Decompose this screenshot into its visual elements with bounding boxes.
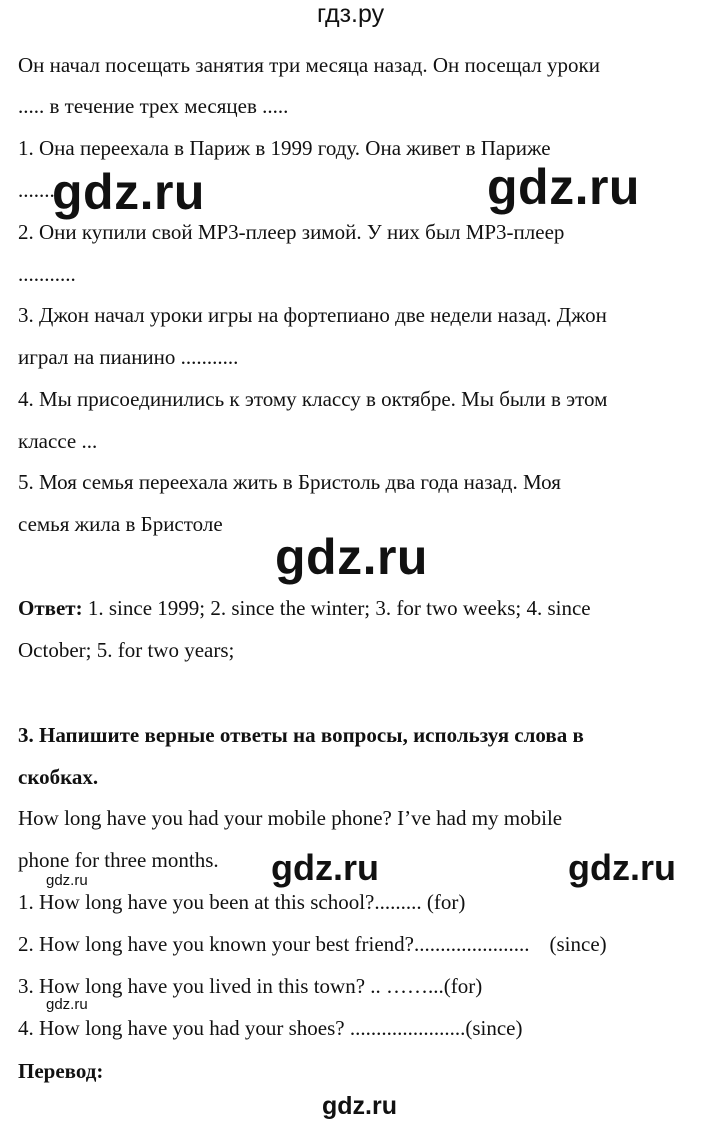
watermark-gdz-2: gdz.ru [487, 159, 640, 215]
item-5-line-2: семья жила в Бристоле [18, 512, 223, 536]
question-2-text: 2. How long have you known your best friend?...................... [18, 932, 530, 956]
example-line-2: ..... в течение трех месяцев ..... [18, 94, 289, 118]
watermark-gdz-3: gdz.ru [275, 529, 428, 585]
question-2 [18, 931, 607, 957]
question-1: 1. How long have you been at this school?......... (for) [18, 890, 466, 914]
item-5-line-1: 5. Моя семья переехала жить в Бристоль два года назад. Моя [18, 470, 561, 494]
watermark-gdz-small-1: gdz.ru [46, 872, 88, 889]
watermark-gdz-1: gdz.ru [52, 164, 205, 220]
answer-line-2: October; 5. for two years; [18, 638, 235, 662]
item-1-line-2: ........ [18, 178, 60, 202]
question-2-hint: (since) [549, 932, 607, 956]
item-2-line-2: ........... [18, 262, 76, 286]
item-2-line-1: 2. Они купили свой MP3-плеер зимой. У них был MP3-плеер [18, 220, 565, 244]
item-4-line-1: 4. Мы присоединились к этому классу в октябре. Мы были в этом [18, 387, 608, 411]
header-watermark: гдз.ру [317, 0, 385, 28]
item-1-line-1: 1. Она переехала в Париж в 1999 году. Она живет в Париже [18, 136, 551, 160]
watermark-gdz-4: gdz.ru [271, 847, 379, 888]
watermark-gdz-5: gdz.ru [568, 847, 676, 888]
task3-heading-line-2: скобках. [18, 765, 99, 789]
task3-heading-line-1: 3. Напишите верные ответы на вопросы, используя слова в [18, 723, 584, 747]
item-3-line-1: 3. Джон начал уроки игры на фортепиано две недели назад. Джон [18, 303, 607, 327]
question-4: 4. How long have you had your shoes? ......................(since) [18, 1016, 523, 1040]
task3-example-line-2: phone for three months. [18, 848, 219, 872]
answer-text-1: 1. since 1999; 2. since the winter; 3. for two weeks; 4. since [82, 596, 591, 620]
item-4-line-2: классе ... [18, 429, 98, 453]
question-3: 3. How long have you lived in this town? .. ……...(for) [18, 974, 483, 998]
translation-label: Перевод: [18, 1059, 104, 1083]
task3-example-line-1: How long have you had your mobile phone? I’ve had my mobile [18, 806, 563, 830]
watermark-gdz-small-2: gdz.ru [46, 996, 88, 1013]
item-3-line-2: играл на пианино ........... [18, 345, 239, 369]
example-line-1: Он начал посещать занятия три месяца назад. Он посещал уроки [18, 53, 600, 77]
answer-line-1 [18, 595, 591, 621]
answer-label: Ответ: [18, 596, 83, 620]
watermark-gdz-bottom: gdz.ru [322, 1092, 397, 1120]
